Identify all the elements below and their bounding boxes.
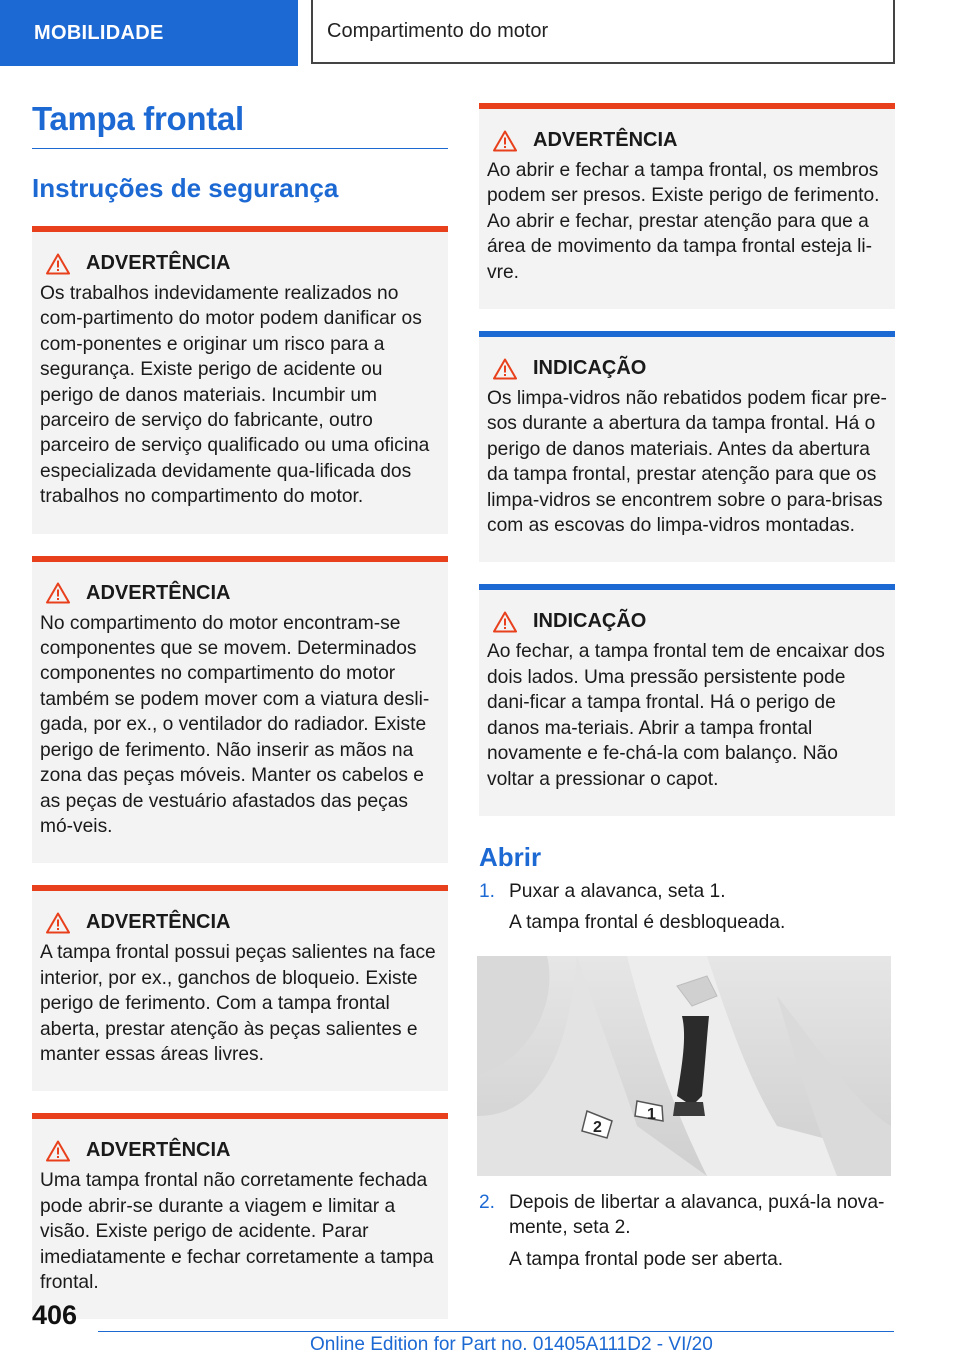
warning-triangle-icon — [46, 253, 70, 275]
section-tab: MOBILIDADE — [0, 0, 298, 66]
page-number: 406 — [32, 1300, 78, 1330]
warning-triangle-icon — [493, 130, 517, 152]
hood-release-lever-figure — [477, 956, 891, 1176]
warning-box — [32, 1113, 448, 1319]
box-text: Os trabalhos indevidamente realizados no com-partimento do motor podem danificar os com-ponentes e originar um risco para a segurança. Existe perigo de acidente ou perigo de danos materiais. Incumbir um parceiro de serviço do fabricante, outro parceiro de serviço qualificado ou uma oficina especializada devidamente qua-lificada dos trabalhos no compartimento do motor. — [40, 283, 430, 508]
section-title: Instruções de segurança — [32, 173, 339, 203]
footer-divider — [98, 1331, 894, 1332]
box-heading — [493, 610, 887, 633]
step-number: 2. — [479, 1191, 496, 1213]
step-result: A tampa frontal pode ser aberta. — [509, 1248, 784, 1270]
arrow-1-label: 1 — [647, 1105, 656, 1123]
note-box — [479, 584, 895, 815]
box-heading — [493, 357, 887, 380]
step-body — [509, 1190, 895, 1272]
box-text: Uma tampa frontal não corretamente fechada pode abrir-se durante a viagem e limitar a visão. Existe perigo de acidente. Parar imediatamente e fechar corretamente a tampa frontal. — [40, 1170, 434, 1293]
warning-box — [32, 556, 448, 864]
left-column — [32, 100, 448, 1341]
box-heading-text: INDICAÇÃO — [533, 357, 647, 380]
step-text: Depois de libertar a alavanca, puxá-la nova-mente, seta 2. — [509, 1191, 885, 1239]
box-text: No compartimento do motor encontram-se componentes que se movem. Determinados componentes no compartimento do motor também se podem mover com a viatura desli-gada, por ex., o ventilador do radiador. Existe perigo de ferimento. Não inserir as mãos na zona das peças móveis. Manter os cabelos e as peças de vestuário afastados das peças mó-veis. — [40, 612, 430, 837]
right-column — [479, 103, 895, 1278]
step-result: A tampa frontal é desbloqueada. — [509, 912, 786, 934]
note-box — [479, 331, 895, 562]
section-title: Abrir — [479, 841, 542, 872]
box-heading — [46, 252, 440, 275]
arrow-2-label: 2 — [593, 1118, 602, 1136]
warning-triangle-icon — [493, 611, 517, 633]
step-text: Puxar a alavanca, seta 1. — [509, 880, 726, 902]
step-item — [479, 879, 895, 936]
box-heading-text: ADVERTÊNCIA — [86, 581, 231, 604]
warning-triangle-icon — [493, 358, 517, 380]
box-heading-text: ADVERTÊNCIA — [533, 129, 678, 151]
box-heading-text: ADVERTÊNCIA — [86, 252, 231, 274]
warning-triangle-icon — [46, 1140, 70, 1162]
step-body — [509, 879, 895, 936]
box-text: Os limpa-vidros não rebatidos podem ficar pre-sos durante a abertura da tampa frontal. Há o perigo de danos materiais. Antes da abertura da tampa frontal, prestar atenção para que os limpa-vidros se encontrem sobre o para-brisas com as escovas do limpa-vidros montadas. — [487, 388, 887, 537]
box-text: A tampa frontal possui peças salientes na face interior, por ex., ganchos de bloqueio. Existe perigo de ferimento. Com a tampa frontal aberta, prestar atenção às peças salientes e manter essas áreas livres. — [40, 942, 436, 1065]
box-text: Ao abrir e fechar a tampa frontal, os membros podem ser presos. Existe perigo de ferimento. Ao abrir e fechar, prestar atenção para que a área de movimento da tampa frontal esteja li-vre. — [487, 160, 880, 283]
warning-triangle-icon — [46, 912, 70, 934]
box-text: Ao fechar, a tampa frontal tem de encaixar dos dois lados. Uma pressão persistente pode dani-ficar a tampa frontal. Há o perigo de danos ma-teriais. Abrir a tampa frontal novamente e fe-chá-la com balanço. Não voltar a pressionar o capot. — [487, 641, 885, 790]
box-heading — [493, 129, 887, 152]
lever-illustration — [477, 956, 891, 1176]
warning-box — [32, 226, 448, 534]
box-heading — [46, 582, 440, 605]
page-title: Tampa frontal — [32, 100, 448, 149]
warning-box — [479, 103, 895, 309]
page-header — [0, 0, 960, 66]
box-heading — [46, 1139, 440, 1162]
step-number: 1. — [479, 880, 496, 902]
footer-edition: Online Edition for Part no. 01405A111D2 - VI/20 — [310, 1334, 713, 1355]
box-heading-text: ADVERTÊNCIA — [86, 911, 231, 934]
step-item — [479, 1190, 895, 1272]
chapter-title: Compartimento do motor — [311, 0, 895, 64]
box-heading-text: ADVERTÊNCIA — [86, 1139, 231, 1162]
box-heading-text: INDICAÇÃO — [533, 610, 647, 633]
warning-box — [32, 885, 448, 1091]
box-heading — [46, 911, 440, 934]
warning-triangle-icon — [46, 582, 70, 604]
